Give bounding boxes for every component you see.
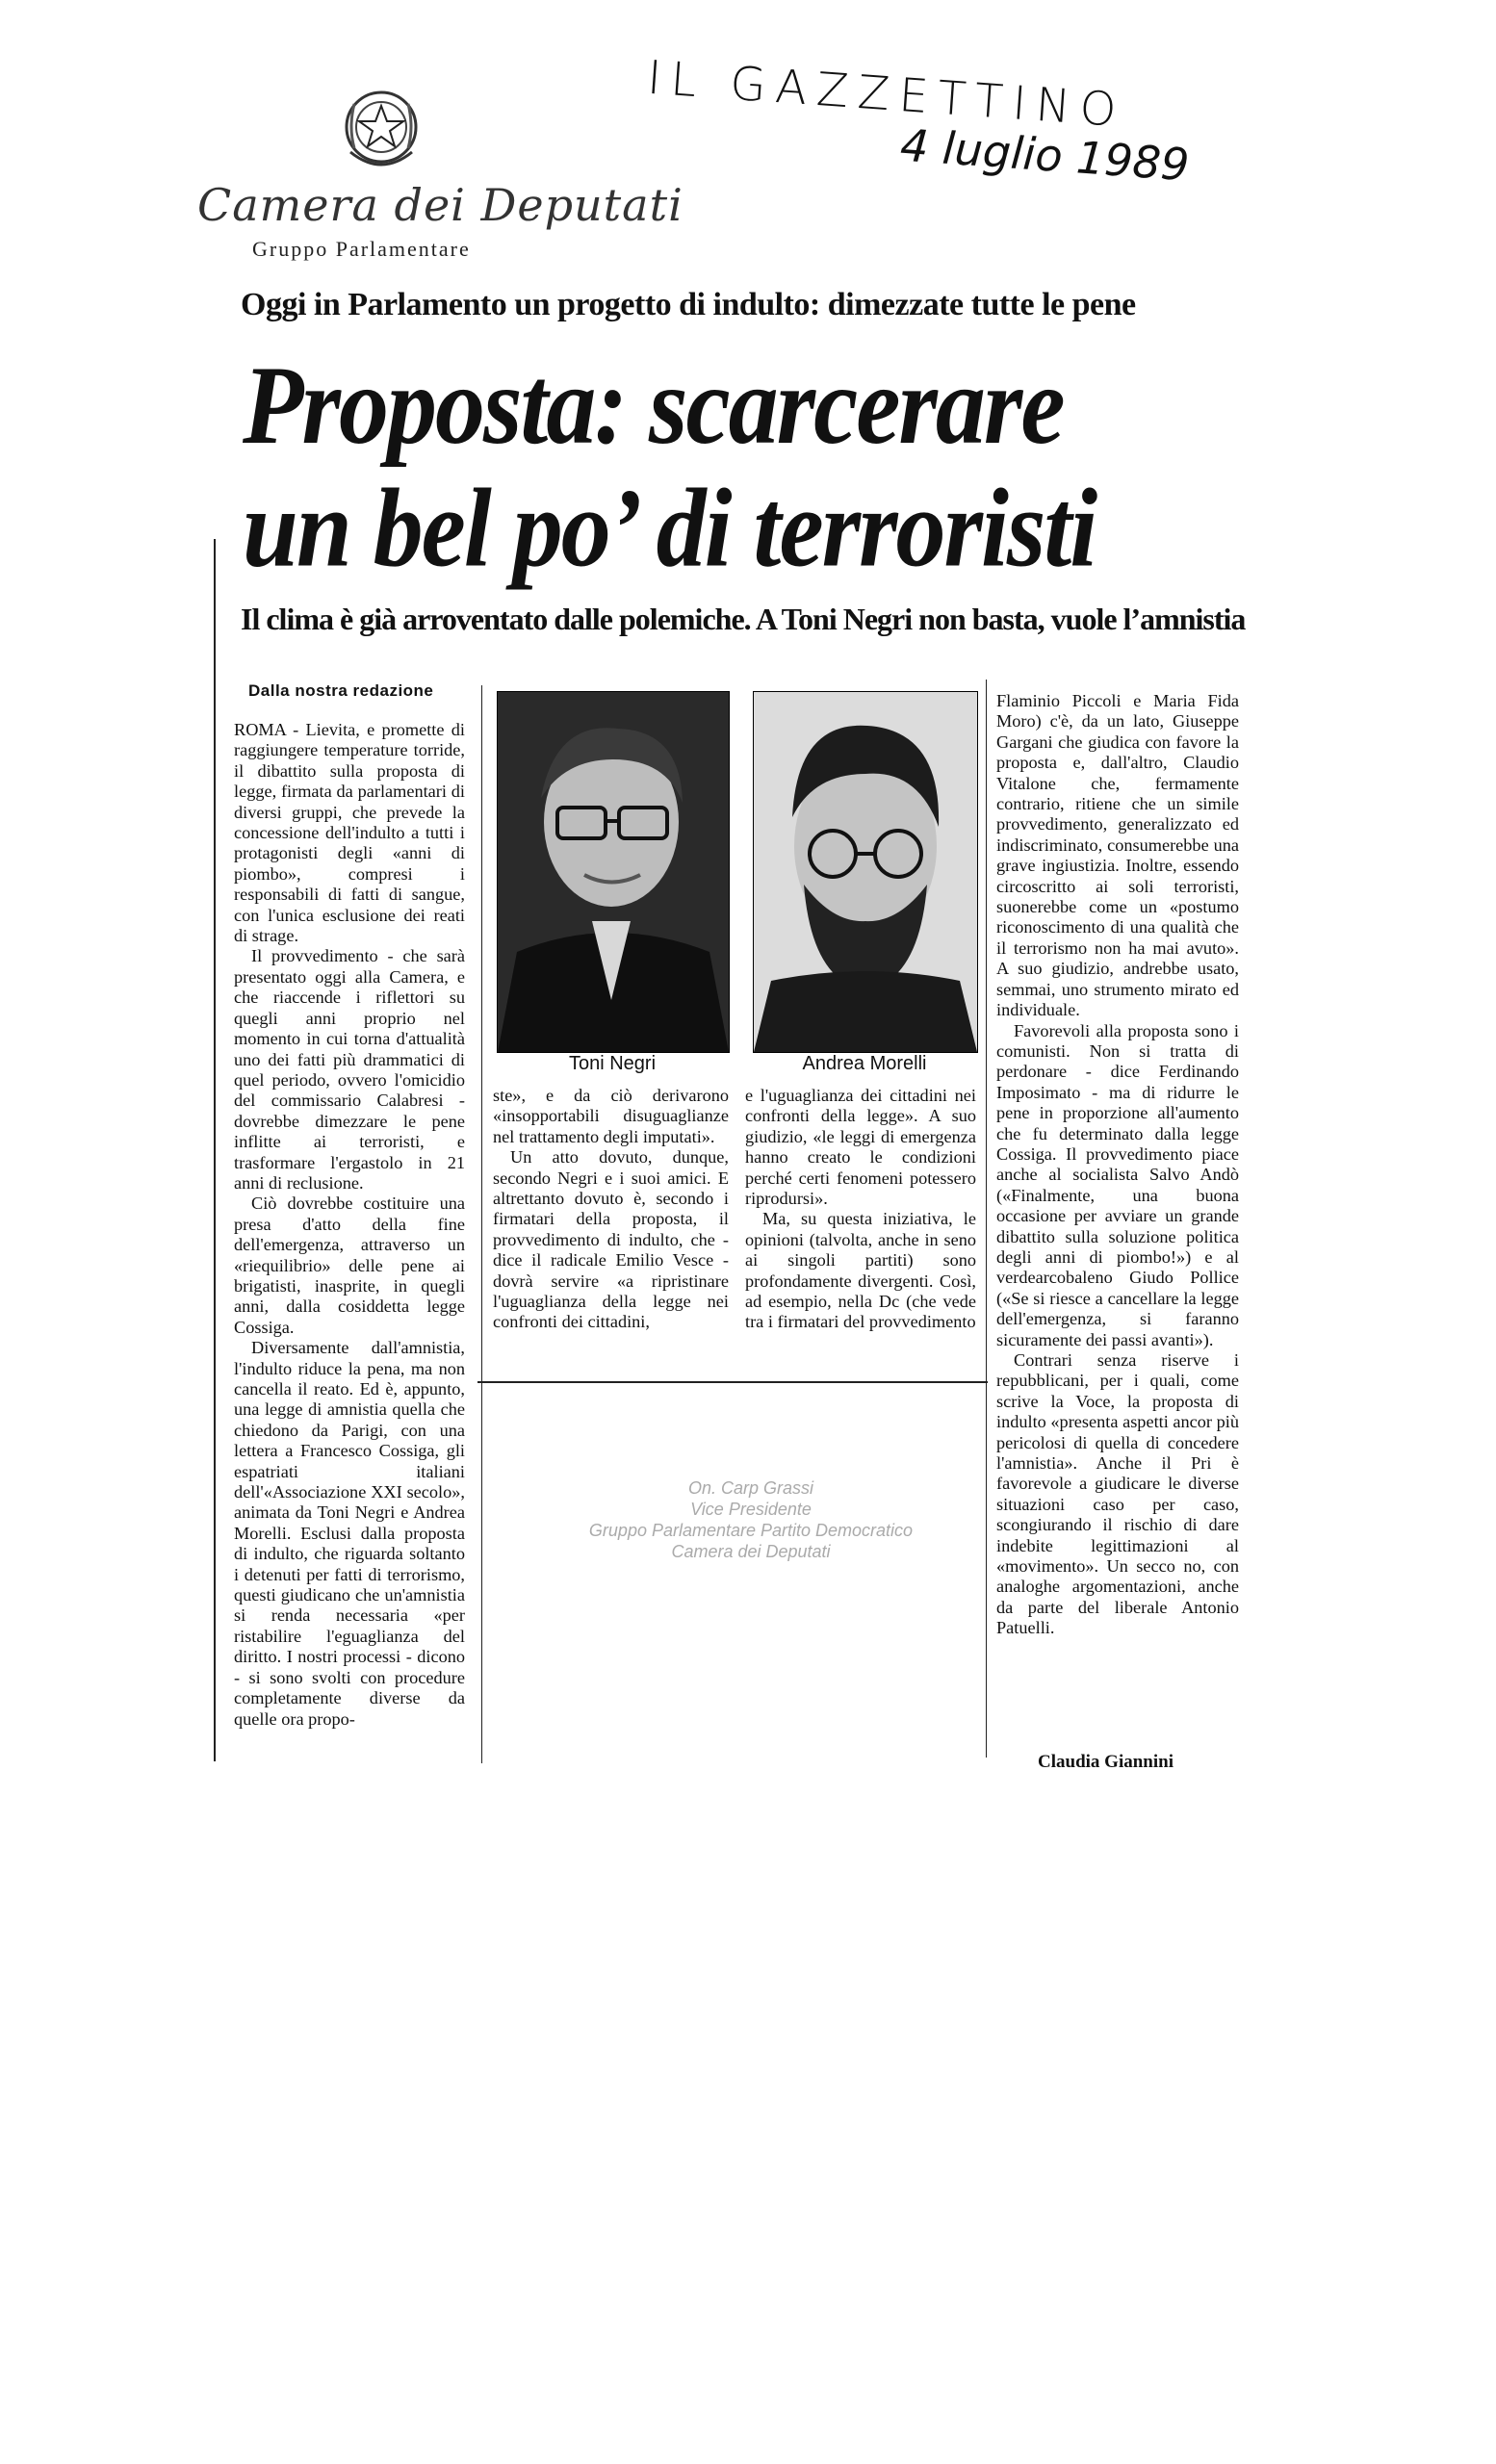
- right-column-rule: [986, 680, 987, 1758]
- paragraph: Flaminio Piccoli e Maria Fida Moro) c'è, da un lato, Giuseppe Gargani che giudica con favore la proposta e, dall'altro, Claudio Vitalone che, fermamente contrario, ritiene che un simile provvedimento, generalizzato ed indiscriminato, consumerebbe una grave ingiustizia. Inoltre, essendo circoscritto ai soli terroristi, suonerebbe come un «postumo riconoscimento di una qualità che il terrorismo non ha mai avuto». A suo giudizio, andrebbe usato, semmai, uno strumento mirato ed individuale.: [996, 691, 1239, 1020]
- left-column-rule: [481, 685, 482, 1763]
- office-stamp: [520, 1477, 982, 1562]
- paragraph: Il provvedimento - che sarà presentato oggi alla Camera, e che riaccende i riflettori su quegli anni proprio nel momento in cui torna d'attualità uno dei fatti più drammatici di quel periodo, ovvero l'omicidio del commissario Calabresi - dovrebbe dimezzare le pene inflitte ai terroristi, e trasformare l'ergastolo in 21 anni di reclusione.: [234, 946, 465, 1193]
- paragraph: ste», e da ciò derivarono «insopportabili disuguaglianze nel trattamento degli imputati».: [493, 1086, 729, 1146]
- photo-andrea-morelli: [753, 691, 978, 1053]
- article-column-4: [996, 691, 1239, 1639]
- signature: Claudia Giannini: [1038, 1752, 1174, 1772]
- stamp-line: Vice Presidente: [690, 1500, 812, 1519]
- paragraph: e l'uguaglianza dei cittadini nei confronti della legge». A suo giudizio, «le leggi di emergenza hanno creato le condizioni perché certi fenomeni potessero riprodursi».: [745, 1086, 976, 1209]
- stamp-line: Gruppo Parlamentare Partito Democratico: [588, 1521, 914, 1540]
- photo-toni-negri: [497, 691, 730, 1053]
- paragraph: Diversamente dall'amnistia, l'indulto riduce la pena, ma non cancella il reato. Ed è, appunto, una legge di amnistia quella che chiedono da Parigi, con una lettera a Francesco Cossiga, gli espatriati italiani dell'«Associazione XXI secolo», animata da Toni Negri e Andrea Morelli. Esclusi dalla proposta di indulto, che riguarda soltanto i detenuti per fatti di terrorismo, questi giudicano che un'amnistia si renda necessaria «per ristabilire l'eguaglianza del diritto. I nostri processi - dicono - si sono svolti con procedure completamente diverse da quelle ora propo-: [234, 1338, 465, 1729]
- headline: [243, 345, 1292, 590]
- headline-line-2: un bel po’ di terroristi: [243, 466, 1096, 591]
- bottom-column-rule: [477, 1381, 988, 1383]
- paragraph: Favorevoli alla proposta sono i comunisti. Non si tratta di perdonare - dice Ferdinando Imposimato - ma di ridurre le pene in proporzione all'aumento che fu determinato dalla legge Cossiga. Il provvedimento piace anche al socialista Salvo Andò («Finalmente, una buona occasione per avviare un grande dibattito sulla soluzione politica degli anni di piombo!») e al verdearcobaleno Giudo Pollice («Se si riesce a cancellare la legge dell'emergenza, si faranno sicuramente dei passi avanti»).: [996, 1020, 1239, 1349]
- handwritten-newspaper: IL GAZZETTINO: [645, 50, 1128, 139]
- article-column-1: [234, 720, 465, 1730]
- chamber-name: Camera dei Deputati: [197, 179, 684, 231]
- paragraph: Ciò dovrebbe costituire una presa d'atto della fine dell'emergenza, attraverso un «riequilibrio» delle pene ai brigatisti, inasprite, in quegli anni, dalla cosiddetta legge Cossiga.: [234, 1194, 465, 1337]
- article-column-2: [493, 1086, 729, 1333]
- kicker: Oggi in Parlamento un progetto di indulto: dimezzate tutte le pene: [241, 287, 1136, 322]
- caption-andrea-morelli: Andrea Morelli: [802, 1053, 927, 1074]
- caption-toni-negri: Toni Negri: [568, 1053, 657, 1074]
- left-rule: [214, 539, 216, 1761]
- article-column-3: [745, 1086, 976, 1333]
- stamp-line: On. Carp Grassi: [687, 1478, 814, 1498]
- paragraph: Contrari senza riserve i repubblicani, per i quali, come scrive la Voce, la proposta di indulto «presenta aspetti ancor più pericolosi di quella di concedere l'amnistia». Anche il Pri è favorevole a giudicare le diverse situazioni caso per caso, scongiurando il rischio di dare indebite legittimazioni al «movimento». Un secco no, con analoghe argomentazioni, anche da parte del liberale Antonio Patuelli.: [996, 1350, 1239, 1638]
- deck: Il clima è già arroventato dalle polemiche. A Toni Negri non basta, vuole l’amnistia: [241, 602, 1246, 636]
- byline: Dalla nostra redazione: [248, 681, 434, 700]
- headline-line-1: Proposta: scarcerare: [243, 343, 1064, 468]
- paragraph: Ma, su questa iniziativa, le opinioni (talvolta, anche in seno ai singoli partiti) sono profondamente divergenti. Così, ad esempio, nella Dc (che vede tra i firmatari del provvedimento: [745, 1209, 976, 1332]
- paragraph: ROMA - Lievita, e promette di raggiungere temperature torride, il dibattito sulla proposta di legge, firmata da parlamentari di diversi gruppi, che prevede la concessione dell'indulto a tutti i protagonisti degli «anni di piombo», compresi i responsabili di fatti di sangue, con l'unica esclusione dei reati di strage.: [234, 720, 465, 946]
- group-name: Gruppo Parlamentare: [252, 237, 471, 261]
- republic-emblem-icon: [341, 85, 422, 177]
- paragraph: Un atto dovuto, dunque, secondo Negri e i suoi amici. E altrettanto dovuto è, secondo i firmatari della proposta, il provvedimento di indulto, che - dice il radicale Emilio Vesce - dovrà servire «a ripristinare l'uguaglianza della legge nei confronti dei cittadini,: [493, 1147, 729, 1332]
- handwritten-date: 4 luglio 1989: [898, 118, 1191, 192]
- stamp-line: Camera dei Deputati: [671, 1542, 831, 1561]
